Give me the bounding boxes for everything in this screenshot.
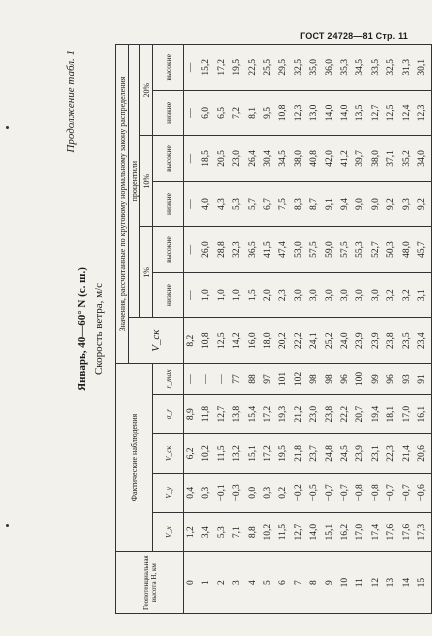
table-cell: 6,5: [215, 90, 230, 136]
table-cell: 50,3: [384, 227, 399, 273]
table-cell: 53,0: [292, 227, 307, 273]
table-cell: 15: [415, 552, 431, 614]
table-cell: 4,0: [199, 181, 214, 227]
table-row: [184, 45, 200, 614]
table-cell: 37,1: [384, 136, 399, 182]
table-cell: 21,4: [400, 434, 415, 473]
table-cell: 3,0: [338, 272, 353, 318]
table-cell: 7,1: [230, 512, 245, 551]
table-cell: −0,7: [384, 473, 399, 512]
table-cell: 12,7: [292, 512, 307, 551]
table-cell: 57,5: [307, 227, 322, 273]
table-cell: 59,0: [323, 227, 338, 273]
p1-low: низкие: [153, 272, 184, 318]
table-cell: 39,7: [353, 136, 368, 182]
table-cell: 23,9: [353, 318, 368, 364]
table-cell: 1,5: [246, 272, 261, 318]
table-cell: 22,2: [338, 394, 353, 433]
table-cell: 3,4: [199, 512, 214, 551]
table-cell: 8,2: [184, 318, 200, 364]
table-cell: 15,1: [246, 434, 261, 473]
table-title: Январь, 40—60° N (с. ш.): [76, 267, 88, 391]
table-cell: 0,3: [199, 473, 214, 512]
table-cell: 1: [199, 552, 214, 614]
table-cell: 13,0: [307, 90, 322, 136]
table-cell: 98: [307, 363, 322, 394]
table-cell: 15,2: [199, 45, 214, 91]
table-cell: 1,0: [230, 272, 245, 318]
table-cell: 14,0: [307, 512, 322, 551]
table-cell: 23,4: [415, 318, 431, 364]
p20-high: высокие: [153, 45, 184, 91]
table-cell: 14,2: [230, 318, 245, 364]
table-cell: 48,0: [400, 227, 415, 273]
table-cell: −0,8: [369, 473, 384, 512]
col-vsk: V_ск: [153, 434, 184, 473]
table-cell: 3,2: [384, 272, 399, 318]
table-cell: 20,6: [415, 434, 431, 473]
table-cell: 101: [276, 363, 291, 394]
table-cell: —: [184, 181, 200, 227]
table-cell: 3,0: [353, 272, 368, 318]
table-cell: 14: [400, 552, 415, 614]
table-cell: 23,9: [369, 318, 384, 364]
table-cell: 7,2: [230, 90, 245, 136]
table-cell: 12,7: [369, 90, 384, 136]
col-sigma-r: σ_r: [153, 394, 184, 433]
table-cell: 3,0: [323, 272, 338, 318]
table-cell: 7,5: [276, 181, 291, 227]
table-row: [353, 45, 368, 614]
wind-speed-table: [115, 44, 432, 614]
table-cell: 13,5: [353, 90, 368, 136]
table-cell: 1,0: [215, 272, 230, 318]
table-cell: 19,3: [276, 394, 291, 433]
table-cell: 9,2: [415, 181, 431, 227]
binding-hole-mark: [6, 126, 9, 129]
table-cell: —: [184, 363, 200, 394]
table-cell: 5,3: [215, 512, 230, 551]
table-cell: 22,3: [384, 434, 399, 473]
p1-high: высокие: [153, 227, 184, 273]
rotated-table-block: [63, 44, 428, 614]
table-cell: 20,7: [353, 394, 368, 433]
table-cell: 55,3: [353, 227, 368, 273]
table-cell: 7: [292, 552, 307, 614]
p10-high: высокие: [153, 136, 184, 182]
table-cell: 23,8: [384, 318, 399, 364]
table-cell: 52,7: [369, 227, 384, 273]
table-cell: 19,5: [276, 434, 291, 473]
table-cell: 28,8: [215, 227, 230, 273]
table-cell: 40,8: [307, 136, 322, 182]
table-row: [276, 45, 291, 614]
table-cell: 91: [415, 363, 431, 394]
table-cell: 21,8: [292, 434, 307, 473]
table-cell: 8,1: [246, 90, 261, 136]
table-cell: 3,2: [400, 272, 415, 318]
table-cell: 3,1: [415, 272, 431, 318]
table-cell: 4: [246, 552, 261, 614]
table-cell: 15,1: [323, 512, 338, 551]
table-cell: 17,4: [369, 512, 384, 551]
table-cell: 17,2: [261, 434, 276, 473]
table-cell: 30,4: [261, 136, 276, 182]
table-cell: —: [184, 272, 200, 318]
table-cell: —: [184, 136, 200, 182]
observed-header: Фактические наблюдения: [116, 363, 153, 551]
table-cell: 36,5: [246, 227, 261, 273]
binding-hole-mark: [6, 524, 9, 527]
table-cell: 29,5: [276, 45, 291, 91]
table-cell: —: [215, 363, 230, 394]
table-cell: 18,1: [384, 394, 399, 433]
table-cell: 9: [323, 552, 338, 614]
table-cell: 23,0: [307, 394, 322, 433]
table-cell: 2,3: [276, 272, 291, 318]
table-cell: 26,0: [199, 227, 214, 273]
table-cell: 57,5: [338, 227, 353, 273]
height-column-header: Геопотенциальная высота H, км: [116, 552, 184, 614]
table-cell: 11,8: [199, 394, 214, 433]
table-cell: 17,6: [384, 512, 399, 551]
table-cell: 8,8: [246, 512, 261, 551]
table-cell: 31,3: [400, 45, 415, 91]
table-cell: 35,3: [338, 45, 353, 91]
table-cell: 45,7: [415, 227, 431, 273]
col-r-max: r_max: [153, 363, 184, 394]
table-cell: 19,5: [230, 45, 245, 91]
table-cell: 9,0: [369, 181, 384, 227]
col-vsk-calc: V_ск: [129, 318, 184, 364]
table-cell: 35,2: [400, 136, 415, 182]
table-cell: −0,7: [338, 473, 353, 512]
table-cell: 21,2: [292, 394, 307, 433]
table-cell: 3: [230, 552, 245, 614]
table-cell: −0,7: [323, 473, 338, 512]
table-cell: 12,7: [215, 394, 230, 433]
table-body: [184, 45, 432, 614]
col-vx: V_x: [153, 512, 184, 551]
col-vy: V_y: [153, 473, 184, 512]
table-cell: 25,2: [323, 318, 338, 364]
table-cell: 24,0: [338, 318, 353, 364]
table-cell: 15,4: [246, 394, 261, 433]
table-cell: 16,2: [338, 512, 353, 551]
table-cell: 25,5: [261, 45, 276, 91]
table-cell: −0,2: [292, 473, 307, 512]
table-cell: 6,2: [184, 434, 200, 473]
table-row: [307, 45, 322, 614]
table-cell: 10,8: [276, 90, 291, 136]
continuation-label: Продолжение табл. 1: [65, 50, 77, 153]
p10-header: 10%: [140, 136, 153, 227]
table-cell: 77: [230, 363, 245, 394]
table-cell: 4,3: [215, 181, 230, 227]
table-cell: 9,4: [338, 181, 353, 227]
table-cell: 0,4: [184, 473, 200, 512]
table-row: [338, 45, 353, 614]
table-cell: 6,7: [261, 181, 276, 227]
table-cell: 10,2: [261, 512, 276, 551]
table-row: [292, 45, 307, 614]
table-cell: 0,3: [261, 473, 276, 512]
table-cell: 8: [307, 552, 322, 614]
table-cell: 20,2: [276, 318, 291, 364]
table-cell: 32,5: [292, 45, 307, 91]
table-cell: −0,6: [415, 473, 431, 512]
table-cell: 17,2: [261, 394, 276, 433]
table-row: [215, 45, 230, 614]
table-cell: 10: [338, 552, 353, 614]
table-cell: 12,3: [292, 90, 307, 136]
table-cell: 2,0: [261, 272, 276, 318]
table-cell: 47,4: [276, 227, 291, 273]
table-cell: 0,0: [246, 473, 261, 512]
table-cell: 18,0: [261, 318, 276, 364]
table-cell: 12,4: [400, 90, 415, 136]
table-cell: 10,8: [199, 318, 214, 364]
table-cell: 8,9: [184, 394, 200, 433]
table-cell: 11: [353, 552, 368, 614]
table-cell: 3,0: [307, 272, 322, 318]
p1-header: 1%: [140, 227, 153, 318]
table-cell: 34,5: [276, 136, 291, 182]
table-cell: —: [184, 227, 200, 273]
table-row: [369, 45, 384, 614]
table-cell: 3,0: [292, 272, 307, 318]
table-cell: 93: [400, 363, 415, 394]
table-row: [400, 45, 415, 614]
table-cell: 88: [246, 363, 261, 394]
table-cell: 12,3: [415, 90, 431, 136]
calculated-header: Значения, рассчитанные по круговому нормальному закону распределения: [116, 45, 129, 364]
table-cell: 98: [323, 363, 338, 394]
table-cell: 22,5: [246, 45, 261, 91]
table-cell: 23,9: [353, 434, 368, 473]
table-cell: 23,0: [230, 136, 245, 182]
table-cell: 13,2: [230, 434, 245, 473]
table-cell: 9,0: [353, 181, 368, 227]
table-cell: −0,3: [230, 473, 245, 512]
table-cell: −0,5: [307, 473, 322, 512]
p20-low: низкие: [153, 90, 184, 136]
table-cell: 32,3: [230, 227, 245, 273]
table-cell: 34,0: [415, 136, 431, 182]
table-cell: 17,2: [215, 45, 230, 91]
table-cell: 9,1: [323, 181, 338, 227]
table-cell: 13,8: [230, 394, 245, 433]
table-row: [323, 45, 338, 614]
table-cell: 14,0: [323, 90, 338, 136]
table-cell: 23,1: [369, 434, 384, 473]
table-cell: 1,2: [184, 512, 200, 551]
table-cell: 23,7: [307, 434, 322, 473]
table-cell: 12,5: [215, 318, 230, 364]
table-cell: 23,8: [323, 394, 338, 433]
table-cell: −0,1: [215, 473, 230, 512]
table-cell: —: [184, 90, 200, 136]
table-row: [246, 45, 261, 614]
table-cell: 16,1: [415, 394, 431, 433]
table-cell: 20,5: [215, 136, 230, 182]
table-cell: 17,0: [400, 394, 415, 433]
table-cell: 26,4: [246, 136, 261, 182]
table-cell: 5,3: [230, 181, 245, 227]
table-cell: 35,0: [307, 45, 322, 91]
table-cell: 10,2: [199, 434, 214, 473]
page-header: ГОСТ 24728—81 Стр. 11: [300, 31, 408, 41]
table-cell: 11,5: [215, 434, 230, 473]
table-cell: 9,3: [400, 181, 415, 227]
table-cell: 8,7: [307, 181, 322, 227]
table-cell: 16,0: [246, 318, 261, 364]
table-cell: 19,4: [369, 394, 384, 433]
table-cell: 12,5: [384, 90, 399, 136]
table-cell: 5: [261, 552, 276, 614]
table-cell: 41,5: [261, 227, 276, 273]
table-cell: 97: [261, 363, 276, 394]
table-cell: 102: [292, 363, 307, 394]
table-row: [199, 45, 214, 614]
table-cell: 38,0: [292, 136, 307, 182]
table-cell: 41,2: [338, 136, 353, 182]
p20-header: 20%: [140, 45, 153, 136]
table-cell: 24,1: [307, 318, 322, 364]
table-cell: 13: [384, 552, 399, 614]
table-cell: −0,8: [353, 473, 368, 512]
table-cell: 99: [369, 363, 384, 394]
table-cell: 30,1: [415, 45, 431, 91]
table-cell: 24,5: [338, 434, 353, 473]
table-subtitle: Скорость ветра, м/с: [93, 282, 105, 376]
table-cell: 17,3: [415, 512, 431, 551]
table-cell: 96: [338, 363, 353, 394]
table-cell: —: [184, 45, 200, 91]
table-cell: 6: [276, 552, 291, 614]
table-cell: 34,5: [353, 45, 368, 91]
table-cell: 11,5: [276, 512, 291, 551]
table-cell: 22,2: [292, 318, 307, 364]
table-cell: 32,5: [384, 45, 399, 91]
table-cell: 12: [369, 552, 384, 614]
percentiles-header: процентили: [129, 45, 140, 318]
table-cell: 42,0: [323, 136, 338, 182]
table-cell: 24,8: [323, 434, 338, 473]
table-cell: 18,5: [199, 136, 214, 182]
table-cell: 33,5: [369, 45, 384, 91]
table-cell: 17,0: [353, 512, 368, 551]
table-cell: 96: [384, 363, 399, 394]
table-cell: 17,6: [400, 512, 415, 551]
table-cell: 3,0: [369, 272, 384, 318]
table-row: [230, 45, 245, 614]
table-cell: 5,7: [246, 181, 261, 227]
table-cell: —: [199, 363, 214, 394]
table-cell: 9,2: [384, 181, 399, 227]
table-cell: 38,0: [369, 136, 384, 182]
table-cell: 8,3: [292, 181, 307, 227]
table-cell: −0,7: [400, 473, 415, 512]
table-cell: 0,2: [276, 473, 291, 512]
table-row: [415, 45, 431, 614]
table-cell: 9,5: [261, 90, 276, 136]
table-cell: 100: [353, 363, 368, 394]
table-cell: 14,0: [338, 90, 353, 136]
table-cell: 36,0: [323, 45, 338, 91]
table-cell: 23,5: [400, 318, 415, 364]
table-caption: [63, 44, 119, 614]
table-row: [384, 45, 399, 614]
table-cell: 0: [184, 552, 200, 614]
table-cell: 1,0: [199, 272, 214, 318]
table-cell: 2: [215, 552, 230, 614]
table-cell: 6,0: [199, 90, 214, 136]
p10-low: низкие: [153, 181, 184, 227]
table-row: [261, 45, 276, 614]
